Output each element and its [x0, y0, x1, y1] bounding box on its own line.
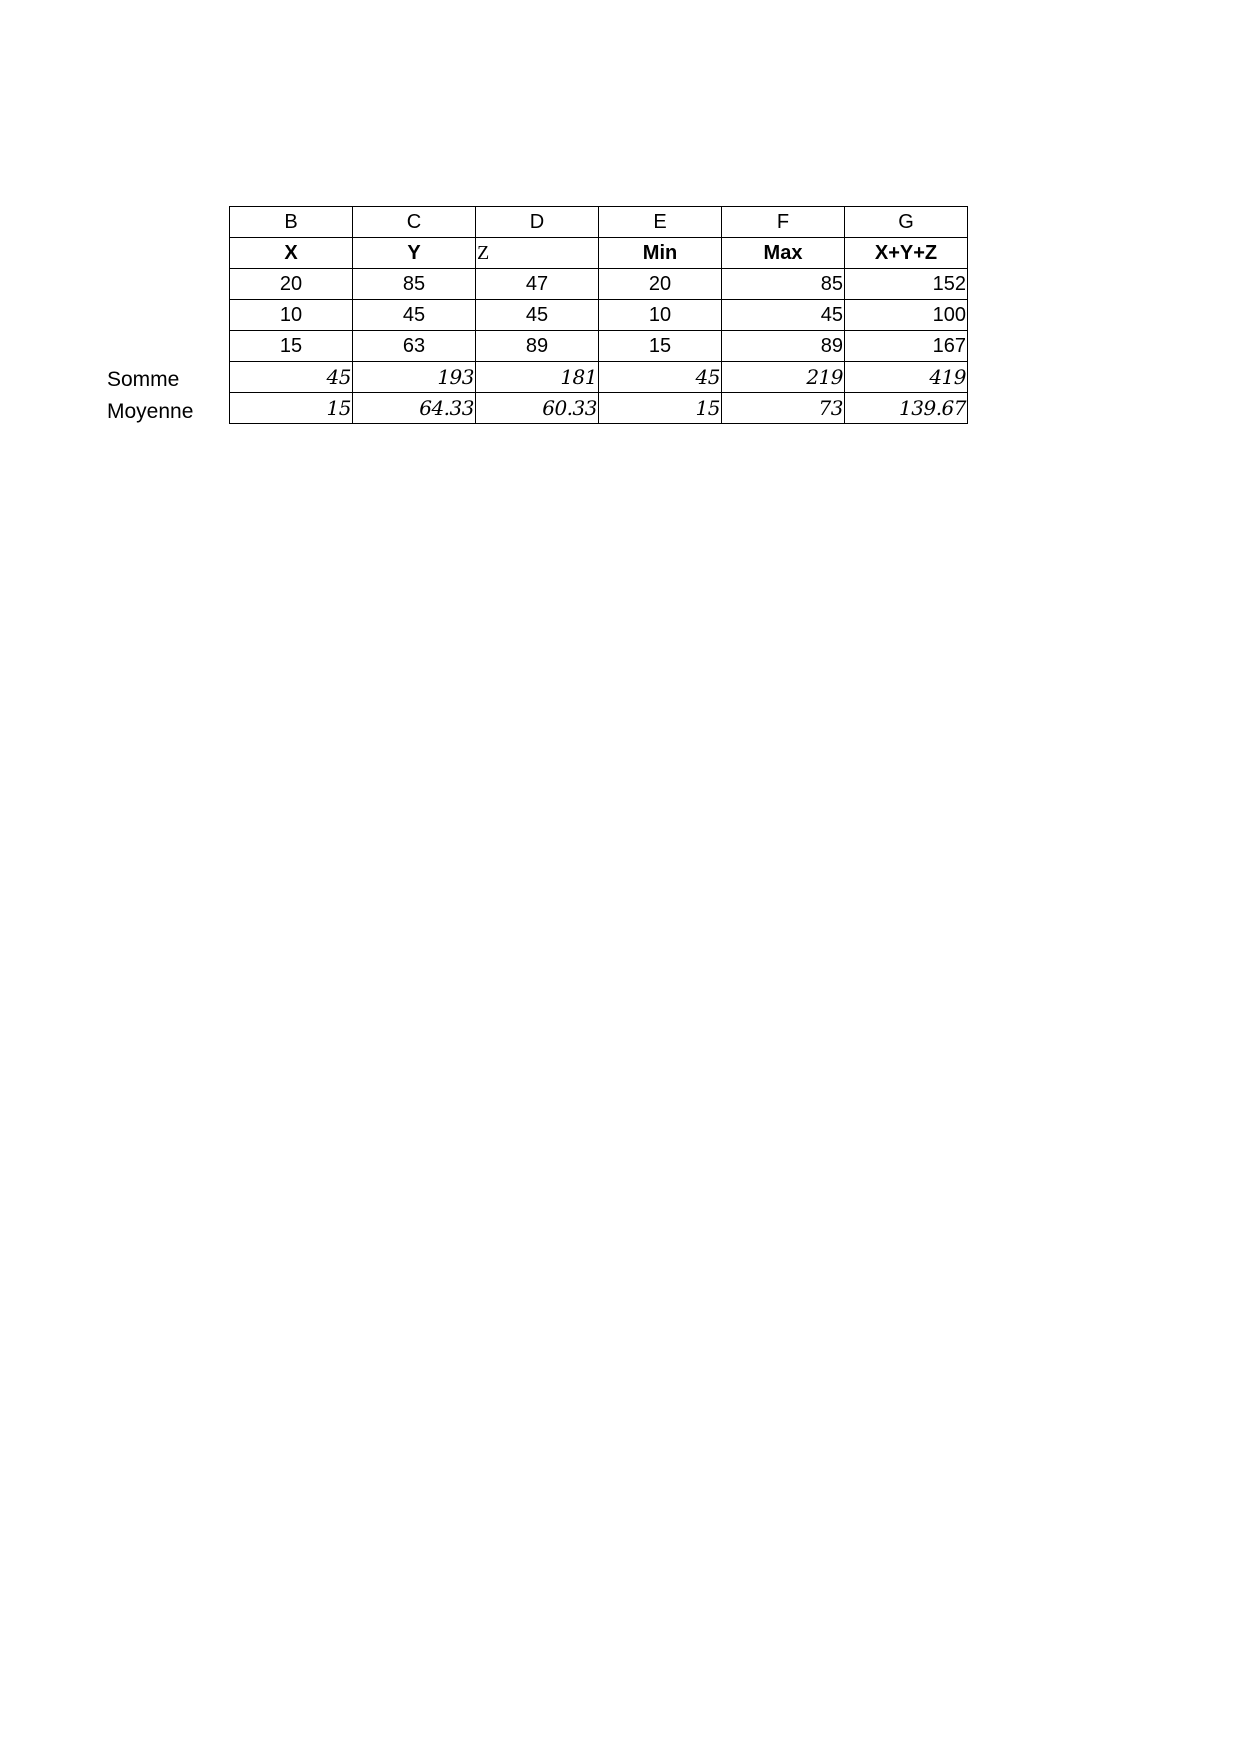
header-max: Max — [722, 238, 845, 269]
sum-label: Somme — [107, 368, 180, 391]
column-letter-e: E — [599, 207, 722, 238]
cell-z: 89 — [476, 331, 599, 362]
header-row — [230, 238, 968, 269]
sum-x: 45 — [230, 362, 353, 393]
column-letter-b: B — [230, 207, 353, 238]
cell-sum-xyz: 100 — [845, 300, 968, 331]
mean-sum-xyz: 139.67 — [845, 393, 968, 424]
cell-x: 10 — [230, 300, 353, 331]
cell-sum-xyz: 167 — [845, 331, 968, 362]
header-z: Z — [476, 238, 599, 269]
column-letter-d: D — [476, 207, 599, 238]
column-letter-row — [230, 207, 968, 238]
mean-max: 73 — [722, 393, 845, 424]
cell-min: 10 — [599, 300, 722, 331]
sum-sum-xyz: 419 — [845, 362, 968, 393]
sum-max: 219 — [722, 362, 845, 393]
column-letter-c: C — [353, 207, 476, 238]
sum-row — [230, 362, 968, 393]
sum-min: 45 — [599, 362, 722, 393]
cell-max: 89 — [722, 331, 845, 362]
summary-row-labels — [107, 364, 193, 428]
data-table — [229, 206, 968, 424]
header-sum-xyz: X+Y+Z — [845, 238, 968, 269]
header-x: X — [230, 238, 353, 269]
mean-row — [230, 393, 968, 424]
cell-max: 85 — [722, 269, 845, 300]
cell-y: 45 — [353, 300, 476, 331]
cell-min: 20 — [599, 269, 722, 300]
cell-z: 47 — [476, 269, 599, 300]
table-row — [230, 300, 968, 331]
sum-z: 181 — [476, 362, 599, 393]
cell-x: 15 — [230, 331, 353, 362]
cell-z: 45 — [476, 300, 599, 331]
cell-min: 15 — [599, 331, 722, 362]
table-row — [230, 331, 968, 362]
header-min: Min — [599, 238, 722, 269]
table-row — [230, 269, 968, 300]
mean-label: Moyenne — [107, 400, 194, 423]
cell-x: 20 — [230, 269, 353, 300]
mean-z: 60.33 — [476, 393, 599, 424]
column-letter-g: G — [845, 207, 968, 238]
column-letter-f: F — [722, 207, 845, 238]
sum-y: 193 — [353, 362, 476, 393]
mean-x: 15 — [230, 393, 353, 424]
mean-y: 64.33 — [353, 393, 476, 424]
mean-min: 15 — [599, 393, 722, 424]
header-y: Y — [353, 238, 476, 269]
cell-max: 45 — [722, 300, 845, 331]
cell-sum-xyz: 152 — [845, 269, 968, 300]
cell-y: 63 — [353, 331, 476, 362]
cell-y: 85 — [353, 269, 476, 300]
